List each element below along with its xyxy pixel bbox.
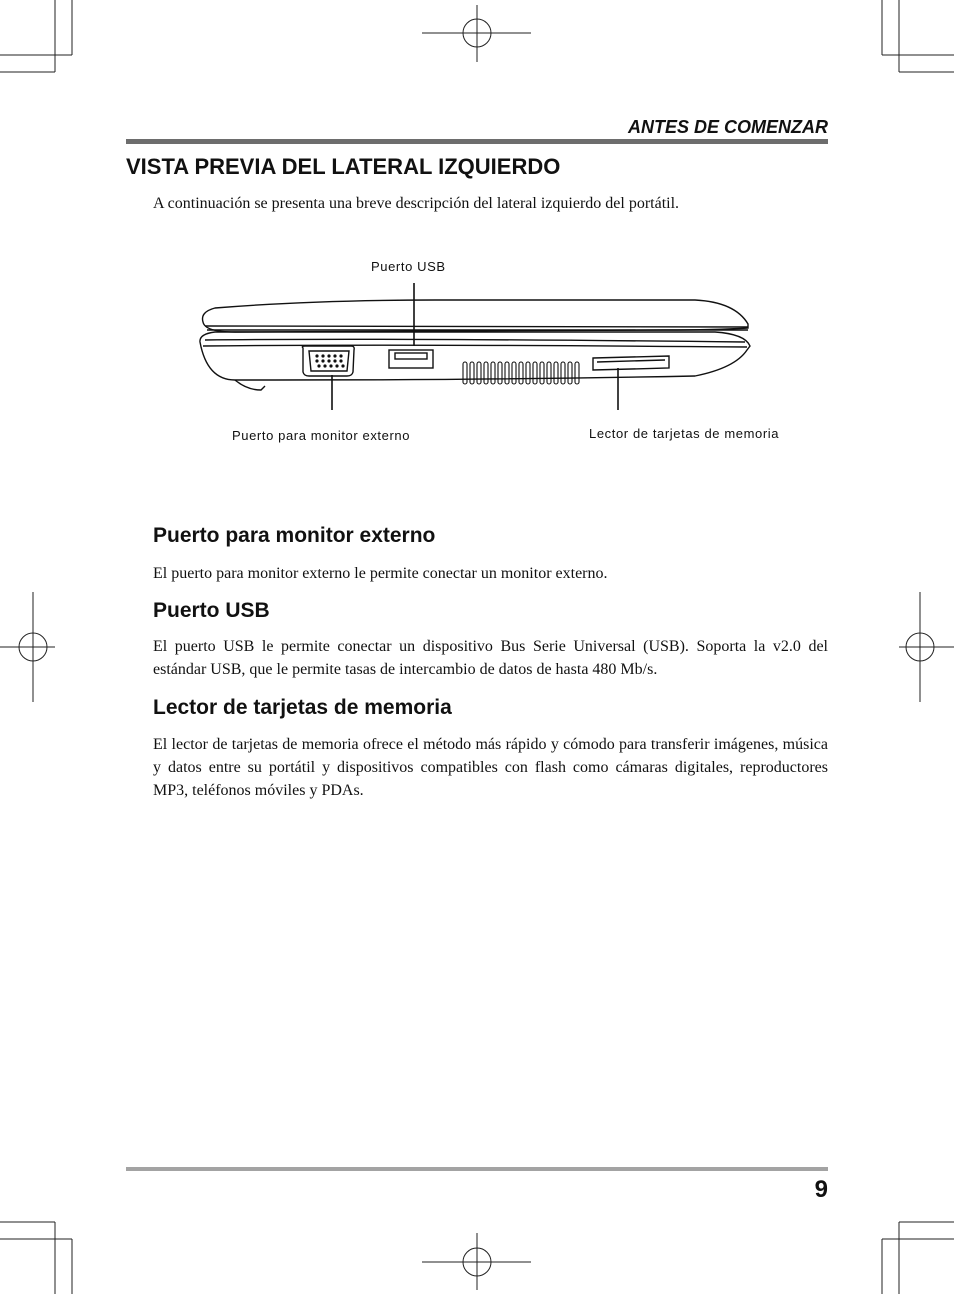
- page-number: 9: [814, 1176, 828, 1203]
- heading-monitor-port: Puerto para monitor externo: [153, 524, 436, 547]
- running-header: ANTES DE COMENZAR: [627, 117, 828, 137]
- paragraph-monitor-port: El puerto para monitor externo le permite conectar un monitor externo.: [153, 565, 608, 582]
- paragraph-card-reader: El lector de tarjetas de memoria ofrece el método más rápido y cómodo para transferir imágenes, música y datos entre su portátil y dispositivos compatibles con flash como cámaras digitales, reproductores MP3, teléfonos móviles y PDAs.: [153, 736, 828, 799]
- page-title: VISTA PREVIA DEL LATERAL IZQUIERDO: [126, 154, 561, 179]
- laptop-left-side-illustration: [195, 250, 755, 410]
- heading-card-reader: Lector de tarjetas de memoria: [153, 696, 452, 719]
- callout-monitor: Puerto para monitor externo: [232, 428, 411, 443]
- callout-card-reader: Lector de tarjetas de memoria: [589, 426, 780, 441]
- heading-usb-port: Puerto USB: [153, 599, 270, 622]
- callout-usb: Puerto USB: [371, 259, 446, 274]
- intro-paragraph: A continuación se presenta una breve descripción del lateral izquierdo del portátil.: [153, 195, 680, 212]
- footer-rule: [126, 1167, 828, 1171]
- paragraph-usb-port: El puerto USB le permite conectar un dispositivo Bus Serie Universal (USB). Soporta la v2.0 del estándar USB, que le permite tasas de intercambio de datos de hasta 480 Mb/s.: [153, 638, 828, 678]
- header-rule: [126, 139, 828, 144]
